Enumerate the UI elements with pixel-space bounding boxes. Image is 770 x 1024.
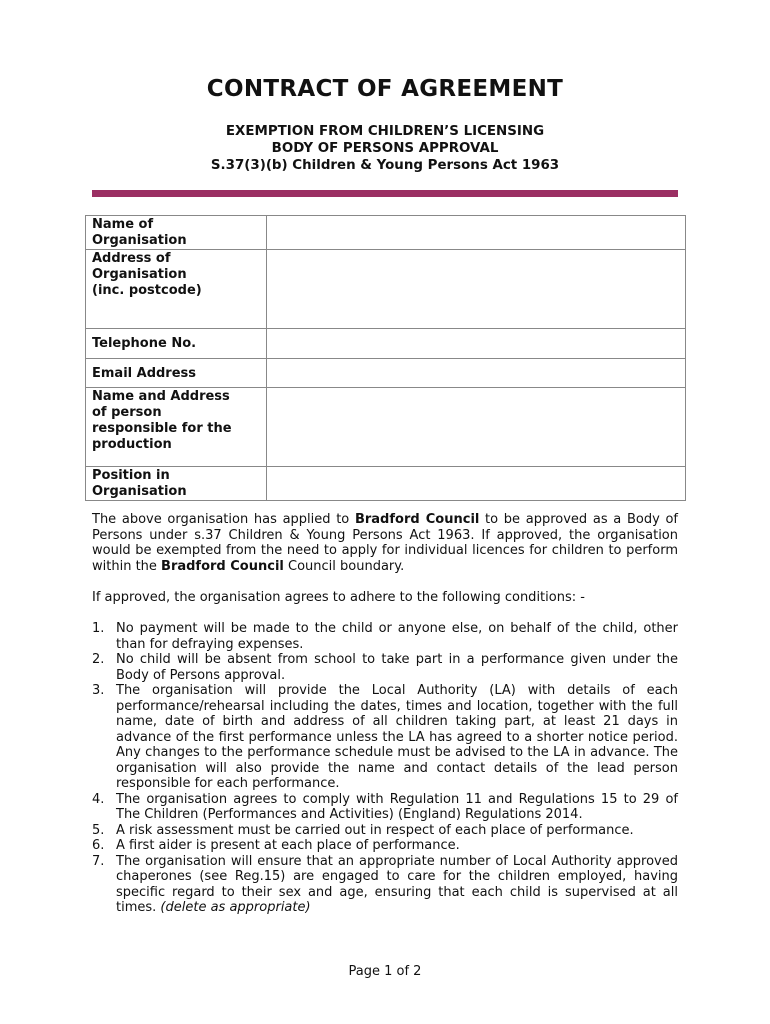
label-position: Position in Organisation <box>86 467 267 501</box>
table-row <box>86 250 686 329</box>
field-position[interactable] <box>267 467 686 501</box>
table-row <box>86 329 686 359</box>
list-item: 2. No child will be absent from school to take part in a performance given under the Body of Persons approval. <box>92 652 678 683</box>
subtitle-line-1: EXEMPTION FROM CHILDREN’S LICENSING <box>225 124 545 139</box>
label-responsible-person: Name and Address of person responsible for the production <box>86 388 267 467</box>
field-organisation-address[interactable] <box>267 250 686 329</box>
subtitle-line-2: BODY OF PERSONS APPROVAL <box>271 141 499 156</box>
list-item: 1. No payment will be made to the child or anyone else, on behalf of the child, other than for defraying expenses. <box>92 621 678 652</box>
intro-paragraph: The above organisation has applied to Bradford Council to be approved as a Body of Persons under s.37 Children & Young Persons Act 1963. If approved, the organisation would be exempted from the need to apply for individual licences for children to perform within the Bradford Council Council boundary. <box>92 512 678 574</box>
field-responsible-person[interactable] <box>267 388 686 467</box>
field-telephone[interactable] <box>267 329 686 359</box>
label-email: Email Address <box>86 359 267 388</box>
list-item: 3. The organisation will provide the Local Authority (LA) with details of each performance/rehearsal including the dates, times and location, together with the full name, date of birth and address of all children taking part, at least 21 days in advance of the first performance unless the LA has agreed to a shorter notice period. Any changes to the performance schedule must be advised to the LA in advance. The organisation will also provide the name and contact details of the lead person responsible for each performance. <box>92 683 678 791</box>
field-organisation-name[interactable] <box>267 216 686 250</box>
page-number: Page 1 of 2 <box>348 964 422 979</box>
field-email[interactable] <box>267 359 686 388</box>
conditions-list <box>92 621 678 916</box>
label-telephone: Telephone No. <box>86 329 267 359</box>
council-name: Bradford Council <box>354 512 480 527</box>
table-row <box>86 216 686 250</box>
table-row <box>86 388 686 467</box>
delete-note: (delete as appropriate) <box>160 900 311 915</box>
label-organisation-name: Name of Organisation <box>86 216 267 250</box>
council-name: Bradford Council <box>161 558 284 574</box>
page-title: CONTRACT OF AGREEMENT <box>206 76 564 102</box>
list-item: 7. The organisation will ensure that an appropriate number of Local Authority approved chaperones (see Reg.15) are engaged to care for the children employed, having specific regard to their sex and age, ensuring that each child is supervised at all times. (delete as appropriate) <box>92 853 678 915</box>
subtitle-line-3: S.37(3)(b) Children & Young Persons Act 1963 <box>210 158 560 173</box>
label-organisation-address: Address of Organisation (inc. postcode) <box>86 250 267 329</box>
table-row <box>86 359 686 388</box>
list-item: 4. The organisation agrees to comply with Regulation 11 and Regulations 15 to 29 of The Children (Performances and Activities) (England) Regulations 2014. <box>92 791 678 822</box>
list-item: 6. A first aider is present at each place of performance. <box>92 838 460 853</box>
list-item: 5. A risk assessment must be carried out in respect of each place of performance. <box>92 822 634 838</box>
table-row <box>86 467 686 501</box>
accent-divider <box>92 190 678 197</box>
conditions-intro: If approved, the organisation agrees to adhere to the following conditions: - <box>92 590 585 605</box>
organisation-details-table <box>85 215 686 501</box>
